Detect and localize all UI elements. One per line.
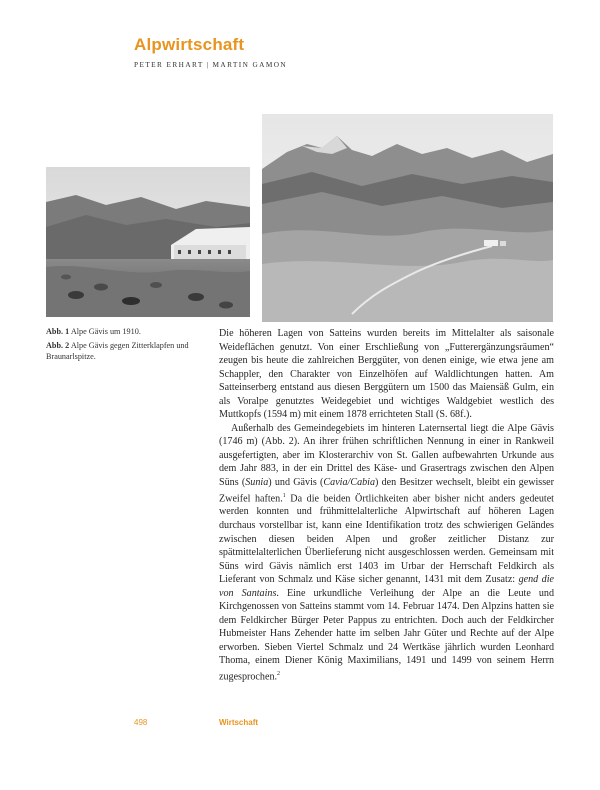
caption-text: Alpe Gävis gegen Zitterklapfen und Braunarlspitze. [46, 341, 189, 362]
quote-italic: gend die von Santains [219, 574, 554, 599]
paragraph-1: Die höheren Lagen von Satteins wurden bereits im Mittelalter als saisonale Weideflächen genutzt. Von einer Erschließung von „Futterergänzungsräumen“ zeugen bis heute die zahlreichen Berggüter, von denen einige, wie etwa jene am Schappler, den Charakter von Einzelhöfen auf Waldlichtungen hatten. Am Satteinserberg entstand aus diesen Berggütern um 1500 das Maiensäß Gulm, ein als Voralpe genutztes Weidegebiet und wichtiges Waldgebiet westlich des Muttkopfs (1594 m) mit einem 1878 errichteten Stall (S. 68f.). [219, 328, 554, 421]
place-name-italic: Cavia/Cabia [323, 477, 376, 489]
figure-captions [46, 326, 216, 366]
chapter-title: Alpwirtschaft [134, 35, 245, 54]
caption-label: Abb. 2 [46, 341, 70, 351]
footnote-ref[interactable]: 1 [282, 492, 286, 499]
photo-alpe-gaevis-1910 [46, 167, 250, 317]
paragraph-text: . Eine urkundliche Verleihung der Alpe an die Leute und Kirchgenossen von Satteins stammt vom 14. Februar 1474. Den Alpzins hatten sie dem Feldkircher Bürger Peter Pappus zu entrichten. Doch auch der Feldkircher Hubmeister Hans Zehender hatte im selben Jahr Güter und Rechte auf der Alpe erworben. Sieben Viertel Schmalz und 24 Wertkäse jährlich wurden Leonhard Thoma, einem Diener König Maximilians, 1491 und 1499 von seinem Herrn zugesprochen. [219, 587, 554, 683]
paragraph-text: Da die beiden Örtlichkeiten aber bisher nicht anders gedeutet werden konnten und frühmittelalterliche Alpwirtschaft auf höheren Lagen durchaus vorstellbar ist, kann eine Identifikation trotz des schwierigen Geländes zwischen diesen beiden Alpen und großer zeitlicher Distanz zur spätmittelalterlichen Überlieferung nicht ausgeschlossen werden. Gemeinsam mit Süns wird Gävis nämlich erst 1403 im Urbar der Herrschaft Feldkirch als Lieferant von Schmalz und Käse sicher genannt, 1431 mit dem Zusatz: [219, 492, 554, 586]
page-number: 498 [134, 718, 148, 727]
author-separator: | [206, 60, 210, 69]
paragraph-text: Außerhalb des Gemeindegebiets im hinteren Laternsertal liegt die Alpe Gävis (1746 m) (Abb. 2). An ihrer frühen schriftlichen Nennung in einer in Rankweil ausgefertigten, aber im Klosterarchiv von St. Gallen aufbewahrten Urkunde aus dem Jahr 883, in der ein Drittel des Käse- und Grasertrags zwischen den Alpen Süns ( [219, 422, 554, 489]
place-name-italic: Sunia [245, 477, 269, 489]
paragraph-text: ) den Besitzer wechselt, bleibt ein gewisser Zweifel haften. [219, 477, 554, 504]
paragraph-text: ) und Gävis ( [268, 477, 324, 489]
paragraph-2 [219, 422, 554, 684]
running-section-title: Wirtschaft [219, 718, 259, 727]
caption-abb-2 [46, 340, 216, 362]
photo-alpe-gaevis-mountains [262, 114, 553, 322]
footnote-ref[interactable]: 2 [277, 671, 281, 678]
body-text [219, 327, 554, 684]
caption-text: Alpe Gävis um 1910. [70, 327, 141, 336]
author-name: PETER ERHART [134, 60, 204, 69]
caption-label: Abb. 1 [46, 327, 70, 336]
caption-abb-1 [46, 326, 216, 337]
author-line [134, 60, 287, 69]
author-name: MARTIN GAMON [212, 60, 288, 69]
